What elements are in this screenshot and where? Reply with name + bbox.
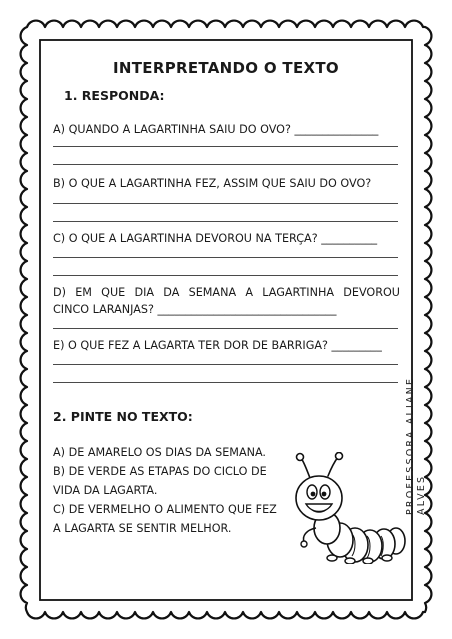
caterpillar-icon [292,452,408,564]
paint-item-b: B) DE VERDE AS ETAPAS DO CICLO DE [53,465,267,478]
answer-line[interactable] [53,257,398,258]
page-title: INTERPRETANDO O TEXTO [113,59,339,77]
paint-item-c: C) DE VERMELHO O ALIMENTO QUE FEZ [53,503,277,516]
question-b: B) O QUE A LAGARTINHA FEZ, ASSIM QUE SAIU DO OVO? [53,177,372,190]
question-c: C) O QUE A LAGARTINHA DEVOROU NA TERÇA? __________ [53,232,378,245]
paint-item-b-continued: VIDA DA LAGARTA. [53,484,158,497]
answer-line[interactable] [53,146,398,147]
answer-line[interactable] [53,328,398,329]
section-respond-heading: 1. RESPONDA: [64,88,165,103]
section-paint-heading: 2. PINTE NO TEXTO: [53,409,193,424]
question-d-continued: CINCO LARANJAS? ________________________________ [53,303,337,316]
paint-item-a: A) DE AMARELO OS DIAS DA SEMANA. [53,446,266,459]
question-a: A) QUANDO A LAGARTINHA SAIU DO OVO? _______________ [53,123,379,136]
author-credit: PROFESSORA ALIANE ALVES [405,376,427,515]
answer-line[interactable] [53,275,398,276]
answer-line[interactable] [53,364,398,365]
answer-line[interactable] [53,382,398,383]
question-d: D) EM QUE DIA DA SEMANA A LAGARTINHA DEVOROU [53,286,400,299]
answer-line[interactable] [53,203,398,204]
paint-item-c-continued: A LAGARTA SE SENTIR MELHOR. [53,522,232,535]
answer-line[interactable] [53,221,398,222]
question-e: E) O QUE FEZ A LAGARTA TER DOR DE BARRIGA? _________ [53,339,382,352]
answer-line[interactable] [53,164,398,165]
